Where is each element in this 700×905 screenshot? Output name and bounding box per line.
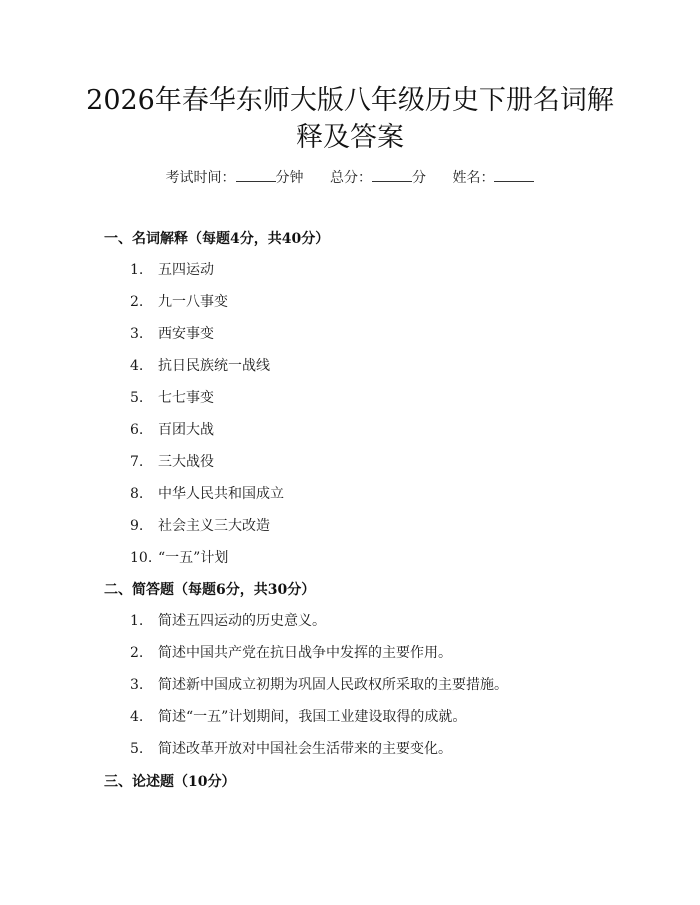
question-number: 2. bbox=[130, 645, 144, 661]
question-number: 10. bbox=[130, 550, 153, 566]
question-text: 九一八事变 bbox=[158, 294, 228, 310]
list-item bbox=[104, 356, 284, 388]
question-text: 简述“一五”计划期间，我国工业建设取得的成就。 bbox=[158, 709, 467, 725]
question-text: 七七事变 bbox=[158, 390, 214, 406]
question-text: 简述新中国成立初期为巩固人民政权所采取的主要措施。 bbox=[158, 677, 508, 693]
exam-time-label: 考试时间： bbox=[165, 170, 236, 186]
question-text: 中华人民共和国成立 bbox=[158, 486, 284, 502]
list-item bbox=[104, 707, 508, 739]
question-number: 4. bbox=[130, 709, 144, 725]
question-number: 8. bbox=[130, 486, 144, 502]
list-item bbox=[104, 675, 508, 707]
question-number: 5. bbox=[130, 390, 144, 406]
question-number: 1. bbox=[130, 262, 144, 278]
question-text: 简述中国共产党在抗日战争中发挥的主要作用。 bbox=[158, 645, 452, 661]
total-score-label: 总分： bbox=[330, 170, 372, 186]
question-text: “一五”计划 bbox=[158, 550, 229, 566]
student-name-blank bbox=[494, 169, 534, 182]
section-heading-definitions: 一、名词解释（每题4分，共40分） bbox=[104, 231, 330, 247]
total-score-field bbox=[330, 168, 426, 188]
question-number: 9. bbox=[130, 518, 144, 534]
exam-time-unit: 分钟 bbox=[275, 170, 304, 186]
exam-info-bar bbox=[0, 168, 700, 188]
question-text: 简述改革开放对中国社会生活带来的主要变化。 bbox=[158, 741, 452, 757]
total-score-unit: 分 bbox=[412, 170, 426, 186]
question-number: 1. bbox=[130, 613, 144, 629]
question-text: 抗日民族统一战线 bbox=[158, 358, 270, 374]
question-text: 简述五四运动的历史意义。 bbox=[158, 613, 326, 629]
question-number: 6. bbox=[130, 422, 144, 438]
question-text: 西安事变 bbox=[158, 326, 214, 342]
list-item bbox=[104, 516, 284, 548]
list-item bbox=[104, 484, 284, 516]
question-number: 3. bbox=[130, 326, 144, 342]
list-item bbox=[104, 452, 284, 484]
question-number: 4. bbox=[130, 358, 144, 374]
student-name-field bbox=[452, 168, 534, 188]
question-text: 百团大战 bbox=[158, 422, 214, 438]
list-item bbox=[104, 420, 284, 452]
question-number: 7. bbox=[130, 454, 144, 470]
list-item bbox=[104, 260, 284, 292]
exam-time-blank bbox=[236, 169, 276, 182]
document-title-line-1: 2026年春华东师大版八年级历史下册名词解 bbox=[86, 85, 614, 116]
question-text: 三大战役 bbox=[158, 454, 214, 470]
student-name-label: 姓名： bbox=[452, 170, 495, 186]
section-heading-essay: 三、论述题（10分） bbox=[104, 774, 236, 790]
section-heading-short-answer: 二、简答题（每题6分，共30分） bbox=[104, 582, 316, 598]
document-title-line-2: 释及答案 bbox=[296, 122, 404, 153]
list-item bbox=[104, 611, 508, 643]
definitions-question-list bbox=[104, 260, 284, 580]
short-answer-question-list bbox=[104, 611, 508, 771]
exam-time-field bbox=[166, 168, 304, 188]
question-number: 3. bbox=[130, 677, 144, 693]
list-item bbox=[104, 548, 284, 580]
list-item bbox=[104, 739, 508, 771]
question-number: 2. bbox=[130, 294, 144, 310]
question-text: 五四运动 bbox=[158, 262, 214, 278]
question-number: 5. bbox=[130, 741, 144, 757]
list-item bbox=[104, 324, 284, 356]
list-item bbox=[104, 388, 284, 420]
list-item bbox=[104, 643, 508, 675]
total-score-blank bbox=[372, 169, 412, 182]
question-text: 社会主义三大改造 bbox=[158, 518, 270, 534]
list-item bbox=[104, 292, 284, 324]
